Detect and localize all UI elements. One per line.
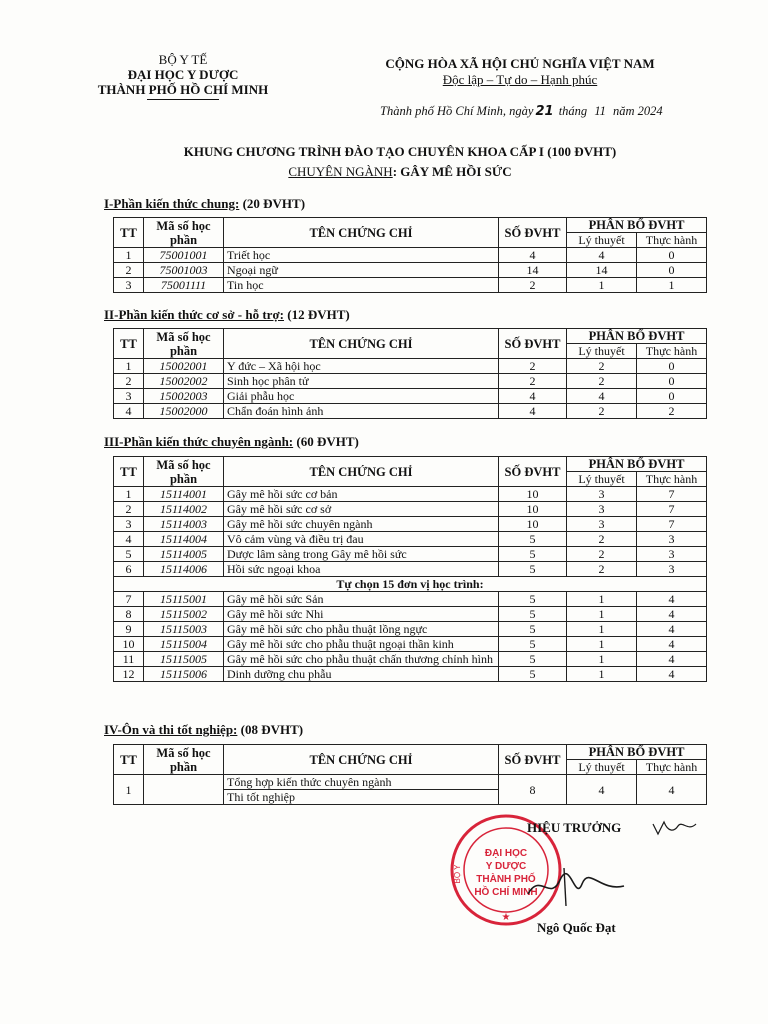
row-code: 15115001	[144, 592, 224, 607]
th-name: TÊN CHỨNG CHỈ	[224, 329, 499, 359]
th-credits: SỐ ĐVHT	[499, 745, 567, 775]
th-credits: SỐ ĐVHT	[499, 457, 567, 487]
table-row	[114, 775, 707, 790]
table-row	[114, 547, 707, 562]
table-row	[114, 389, 707, 404]
national-heading	[350, 56, 690, 88]
row-code: 75001111	[144, 278, 224, 293]
row-code: 15002003	[144, 389, 224, 404]
row-code: 15114003	[144, 517, 224, 532]
row-code: 15115004	[144, 637, 224, 652]
table-row	[114, 278, 707, 293]
row-name: Chẩn đoán hình ảnh	[224, 404, 499, 419]
th-theory: Lý thuyết	[567, 344, 637, 359]
table-row	[114, 652, 707, 667]
date-year: 2024	[637, 104, 663, 118]
th-practice: Thực hành	[637, 472, 707, 487]
row-name: Gây mê hồi sức cho phẫu thuật ngoại thần kinh	[224, 637, 499, 652]
row-code: 75001003	[144, 263, 224, 278]
row-tt: 3	[114, 517, 144, 532]
stamp-line2: Y DƯỢC	[485, 861, 527, 872]
row-credits: 5	[499, 667, 567, 682]
table-row	[114, 404, 707, 419]
row-theory: 4	[567, 389, 637, 404]
row-practice: 1	[637, 278, 707, 293]
row-practice: 0	[637, 374, 707, 389]
row-theory: 1	[567, 592, 637, 607]
initials-stroke	[653, 822, 696, 834]
th-theory: Lý thuyết	[567, 472, 637, 487]
row-code: 15114005	[144, 547, 224, 562]
university-city: THÀNH PHỐ HỒ CHÍ MINH	[97, 82, 269, 97]
table-row	[114, 248, 707, 263]
row-practice: 4	[637, 667, 707, 682]
th-code: Mã số học phần	[144, 745, 224, 775]
motto: Độc lập – Tự do – Hạnh phúc	[442, 72, 598, 87]
major-line	[100, 164, 700, 180]
th-tt: TT	[114, 745, 144, 775]
row-practice: 7	[637, 517, 707, 532]
th-distribution: PHÂN BỔ ĐVHT	[567, 457, 707, 472]
table-row	[114, 562, 707, 577]
elective-label: Tự chọn 15 đơn vị học trình:	[114, 577, 707, 592]
section-2-heading	[104, 307, 350, 323]
row-theory: 2	[567, 562, 637, 577]
row-name: Giải phẫu học	[224, 389, 499, 404]
row-theory: 1	[567, 652, 637, 667]
signature-stroke	[528, 874, 624, 894]
table-row	[114, 607, 707, 622]
row-name: Hồi sức ngoại khoa	[224, 562, 499, 577]
row-practice: 7	[637, 502, 707, 517]
row-credits: 2	[499, 359, 567, 374]
row-theory: 1	[567, 637, 637, 652]
row-practice: 0	[637, 263, 707, 278]
row-name: Thi tốt nghiệp	[224, 790, 499, 805]
row-practice: 0	[637, 248, 707, 263]
row-tt: 7	[114, 592, 144, 607]
row-credits: 2	[499, 374, 567, 389]
table-row	[114, 592, 707, 607]
th-credits: SỐ ĐVHT	[499, 218, 567, 248]
th-distribution: PHÂN BỔ ĐVHT	[567, 745, 707, 760]
row-name: Gây mê hồi sức cơ bản	[224, 487, 499, 502]
row-code: 15115006	[144, 667, 224, 682]
row-code: 15114004	[144, 532, 224, 547]
row-tt: 3	[114, 389, 144, 404]
row-tt: 1	[114, 775, 144, 805]
row-code: 15114001	[144, 487, 224, 502]
table-row	[114, 487, 707, 502]
row-code: 15115003	[144, 622, 224, 637]
row-practice: 7	[637, 487, 707, 502]
row-theory: 2	[567, 404, 637, 419]
row-credits: 5	[499, 547, 567, 562]
country-name: CỘNG HÒA XÃ HỘI CHỦ NGHĨA VIỆT NAM	[385, 56, 655, 71]
row-tt: 10	[114, 637, 144, 652]
row-practice: 4	[637, 652, 707, 667]
row-theory: 2	[567, 547, 637, 562]
section-4-table	[113, 744, 707, 805]
row-name: Tổng hợp kiến thức chuyên ngành	[224, 775, 499, 790]
row-tt: 12	[114, 667, 144, 682]
date-prefix: Thành phố Hồ Chí Minh, ngày	[380, 104, 534, 118]
row-credits: 10	[499, 487, 567, 502]
date-month: 11	[594, 104, 606, 118]
row-code: 15002002	[144, 374, 224, 389]
row-code	[144, 775, 224, 805]
row-practice: 4	[637, 775, 707, 805]
section-label: IV-Ôn và thi tốt nghiệp:	[104, 722, 238, 737]
row-theory: 2	[567, 532, 637, 547]
issuer-underline	[147, 99, 219, 100]
row-credits: 5	[499, 592, 567, 607]
row-tt: 4	[114, 532, 144, 547]
stamp-side-text: BỘ Y	[453, 864, 462, 884]
row-tt: 4	[114, 404, 144, 419]
row-credits: 10	[499, 502, 567, 517]
row-tt: 2	[114, 502, 144, 517]
table-row	[114, 359, 707, 374]
row-credits: 4	[499, 404, 567, 419]
th-distribution: PHÂN BỔ ĐVHT	[567, 329, 707, 344]
th-code: Mã số học phần	[144, 329, 224, 359]
row-tt: 1	[114, 359, 144, 374]
row-theory: 1	[567, 278, 637, 293]
section-2-table	[113, 328, 707, 419]
row-practice: 3	[637, 532, 707, 547]
row-name: Gây mê hồi sức Sản	[224, 592, 499, 607]
section-1-heading	[104, 196, 305, 212]
issuer-block	[88, 52, 278, 100]
table-row	[114, 532, 707, 547]
section-credits: (20 ĐVHT)	[242, 196, 306, 211]
row-name: Y đức – Xã hội học	[224, 359, 499, 374]
date-month-label: tháng	[558, 104, 588, 118]
row-tt: 1	[114, 487, 144, 502]
row-tt: 5	[114, 547, 144, 562]
row-code: 15114002	[144, 502, 224, 517]
row-theory: 2	[567, 359, 637, 374]
row-practice: 0	[637, 359, 707, 374]
row-credits: 5	[499, 562, 567, 577]
row-name: Gây mê hồi sức Nhi	[224, 607, 499, 622]
elective-row	[114, 577, 707, 592]
row-name: Gây mê hồi sức chuyên ngành	[224, 517, 499, 532]
row-credits: 10	[499, 517, 567, 532]
row-tt: 1	[114, 248, 144, 263]
row-practice: 4	[637, 637, 707, 652]
table-row	[114, 374, 707, 389]
row-name: Gây mê hồi sức cho phẫu thuật chấn thương chỉnh hình	[224, 652, 499, 667]
row-practice: 3	[637, 547, 707, 562]
row-tt: 6	[114, 562, 144, 577]
section-label: I-Phần kiến thức chung:	[104, 196, 240, 211]
row-credits: 5	[499, 532, 567, 547]
stamp-line4: HỒ CHÍ MINH	[474, 887, 538, 898]
row-code: 15002000	[144, 404, 224, 419]
row-code: 15002001	[144, 359, 224, 374]
row-credits: 4	[499, 248, 567, 263]
th-distribution: PHÂN BỔ ĐVHT	[567, 218, 707, 233]
section-label: III-Phần kiến thức chuyên ngành:	[104, 434, 294, 449]
row-credits: 5	[499, 637, 567, 652]
th-tt: TT	[114, 329, 144, 359]
row-theory: 14	[567, 263, 637, 278]
row-credits: 4	[499, 389, 567, 404]
stamp-line1: ĐẠI HỌC	[484, 848, 528, 859]
th-tt: TT	[114, 457, 144, 487]
row-name: Tin học	[224, 278, 499, 293]
row-theory: 4	[567, 248, 637, 263]
row-name: Gây mê hồi sức cơ sở	[224, 502, 499, 517]
row-name: Dược lâm sàng trong Gây mê hồi sức	[224, 547, 499, 562]
major-name: : GÂY MÊ HỒI SỨC	[392, 164, 512, 179]
table-row	[114, 263, 707, 278]
row-name: Triết học	[224, 248, 499, 263]
row-tt: 8	[114, 607, 144, 622]
row-code: 15114006	[144, 562, 224, 577]
row-credits: 5	[499, 607, 567, 622]
row-practice: 4	[637, 592, 707, 607]
row-code: 75001001	[144, 248, 224, 263]
th-practice: Thực hành	[637, 760, 707, 775]
th-code: Mã số học phần	[144, 457, 224, 487]
section-4-heading	[104, 722, 303, 738]
table-row	[114, 622, 707, 637]
th-name: TÊN CHỨNG CHỈ	[224, 218, 499, 248]
th-theory: Lý thuyết	[567, 233, 637, 248]
th-practice: Thực hành	[637, 344, 707, 359]
row-tt: 2	[114, 374, 144, 389]
th-tt: TT	[114, 218, 144, 248]
row-tt: 2	[114, 263, 144, 278]
row-theory: 1	[567, 607, 637, 622]
row-code: 15115005	[144, 652, 224, 667]
section-credits: (60 ĐVHT)	[296, 434, 359, 449]
section-label: II-Phần kiến thức cơ sở - hỗ trợ:	[104, 307, 284, 322]
initials-scribble	[650, 818, 700, 838]
th-code: Mã số học phần	[144, 218, 224, 248]
row-name: Dinh dưỡng chu phẫu	[224, 667, 499, 682]
row-tt: 9	[114, 622, 144, 637]
row-credits: 5	[499, 622, 567, 637]
row-theory: 3	[567, 517, 637, 532]
date-year-label: năm	[613, 104, 635, 118]
signature-scribble	[520, 862, 630, 912]
date-day: 21	[535, 104, 554, 119]
section-3-table	[113, 456, 707, 682]
stamp-line3: THÀNH PHỐ	[476, 874, 536, 885]
document-title: KHUNG CHƯƠNG TRÌNH ĐÀO TẠO CHUYÊN KHOA CẤP I (100 ĐVHT)	[183, 144, 617, 159]
major-label: CHUYÊN NGÀNH	[288, 164, 393, 179]
section-1-table	[113, 217, 707, 293]
signatory-name: Ngô Quốc Đạt	[537, 920, 616, 935]
th-name: TÊN CHỨNG CHỈ	[224, 745, 499, 775]
row-tt: 11	[114, 652, 144, 667]
row-practice: 2	[637, 404, 707, 419]
table-row	[114, 502, 707, 517]
ministry-name: BỘ Y TẾ	[158, 52, 208, 67]
th-practice: Thực hành	[637, 233, 707, 248]
section-3-heading	[104, 434, 359, 450]
row-theory: 4	[567, 775, 637, 805]
row-theory: 1	[567, 667, 637, 682]
table-row	[114, 637, 707, 652]
row-tt: 3	[114, 278, 144, 293]
row-credits: 14	[499, 263, 567, 278]
row-credits: 5	[499, 652, 567, 667]
row-credits: 2	[499, 278, 567, 293]
stamp-star-icon: ★	[501, 912, 511, 923]
signature-title: HIỆU TRƯỞNG	[527, 820, 622, 835]
row-name: Ngoại ngữ	[224, 263, 499, 278]
th-credits: SỐ ĐVHT	[499, 329, 567, 359]
row-practice: 4	[637, 607, 707, 622]
section-credits: (08 ĐVHT)	[240, 722, 304, 737]
date-line	[380, 104, 663, 119]
row-name: Gây mê hồi sức cho phẫu thuật lồng ngực	[224, 622, 499, 637]
row-practice: 3	[637, 562, 707, 577]
row-theory: 3	[567, 502, 637, 517]
university-name: ĐẠI HỌC Y DƯỢC	[127, 67, 239, 82]
table-row	[114, 517, 707, 532]
row-credits: 8	[499, 775, 567, 805]
th-name: TÊN CHỨNG CHỈ	[224, 457, 499, 487]
row-practice: 0	[637, 389, 707, 404]
row-theory: 3	[567, 487, 637, 502]
row-practice: 4	[637, 622, 707, 637]
row-name: Vô cảm vùng và điều trị đau	[224, 532, 499, 547]
section-credits: (12 ĐVHT)	[287, 307, 350, 322]
row-theory: 2	[567, 374, 637, 389]
row-theory: 1	[567, 622, 637, 637]
th-theory: Lý thuyết	[567, 760, 637, 775]
row-code: 15115002	[144, 607, 224, 622]
table-row	[114, 667, 707, 682]
row-name: Sinh học phân tử	[224, 374, 499, 389]
